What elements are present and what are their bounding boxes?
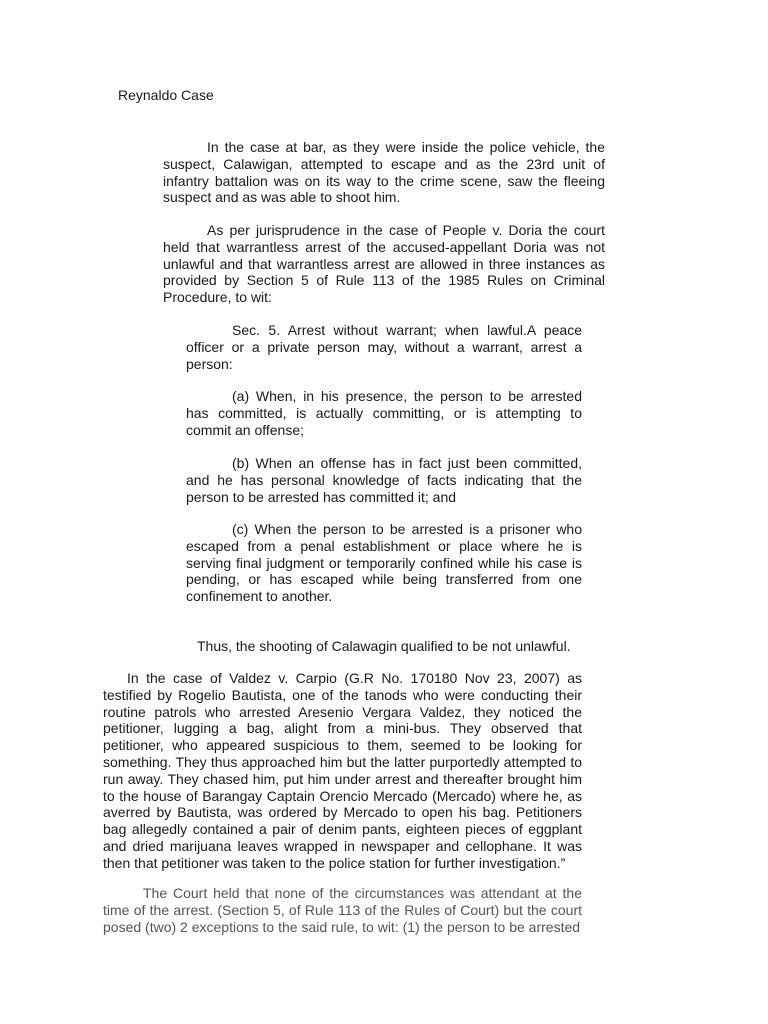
paragraph-case-at-bar: In the case at bar, as they were inside the police vehicle, the suspect, Calawigan, attempted to escape and as the 23rd unit of infantry battalion was on its way to the crime scene, saw the fleeing suspect and as was able to shoot him. [163, 139, 605, 206]
paragraph-sec5-heading: Sec. 5. Arrest without warrant; when lawful.A peace officer or a private person may, without a warrant, arrest a person: [186, 322, 582, 372]
paragraph-clause-b: (b) When an offense has in fact just been committed, and he has personal knowledge of facts indicating that the person to be arrested has committed it; and [186, 455, 582, 505]
paragraph-conclusion: Thus, the shooting of Calawagin qualified to be not unlawful. [197, 638, 571, 654]
paragraph-clause-c: (c) When the person to be arrested is a prisoner who escaped from a penal establishment or place where he is serving final judgment or temporarily confined while his case is pending, or has escaped while being transferred from one confinement to another. [186, 521, 582, 605]
document-title: Reynaldo Case [118, 87, 214, 103]
paragraph-clause-a: (a) When, in his presence, the person to be arrested has committed, is actually committing, or is attempting to commit an offense; [186, 388, 582, 438]
paragraph-jurisprudence-doria: As per jurisprudence in the case of People v. Doria the court held that warrantless arrest of the accused-appellant Doria was not unlawful and that warrantless arrest are allowed in three instances as provided by Section 5 of Rule 113 of the 1985 Rules on Criminal Procedure, to wit: [163, 222, 605, 306]
paragraph-court-held: The Court held that none of the circumstances was attendant at the time of the arrest. (Section 5, of Rule 113 of the Rules of Court) but the court posed (two) 2 exceptions to the said rule, to wit: (1) the person to be arrested [103, 885, 582, 935]
paragraph-valdez-v-carpio: In the case of Valdez v. Carpio (G.R No. 170180 Nov 23, 2007) as testified by Rogelio Bautista, one of the tanods who were conducting their routine patrols who arrested Aresenio Vergara Valdez, they noticed the petitioner, lugging a bag, alight from a mini-bus. They observed that petitioner, who appeared suspicious to them, seemed to be looking for something. They thus approached him but the latter purportedly attempted to run away. They chased him, put him under arrest and thereafter brought him to the house of Barangay Captain Orencio Mercado (Mercado) where he, as averred by Bautista, was ordered by Mercado to open his bag. Petitioners bag allegedly contained a pair of denim pants, eighteen pieces of eggplant and dried marijuana leaves wrapped in newspaper and cellophane. It was then that petitioner was taken to the police station for further investigation.” [103, 670, 582, 871]
